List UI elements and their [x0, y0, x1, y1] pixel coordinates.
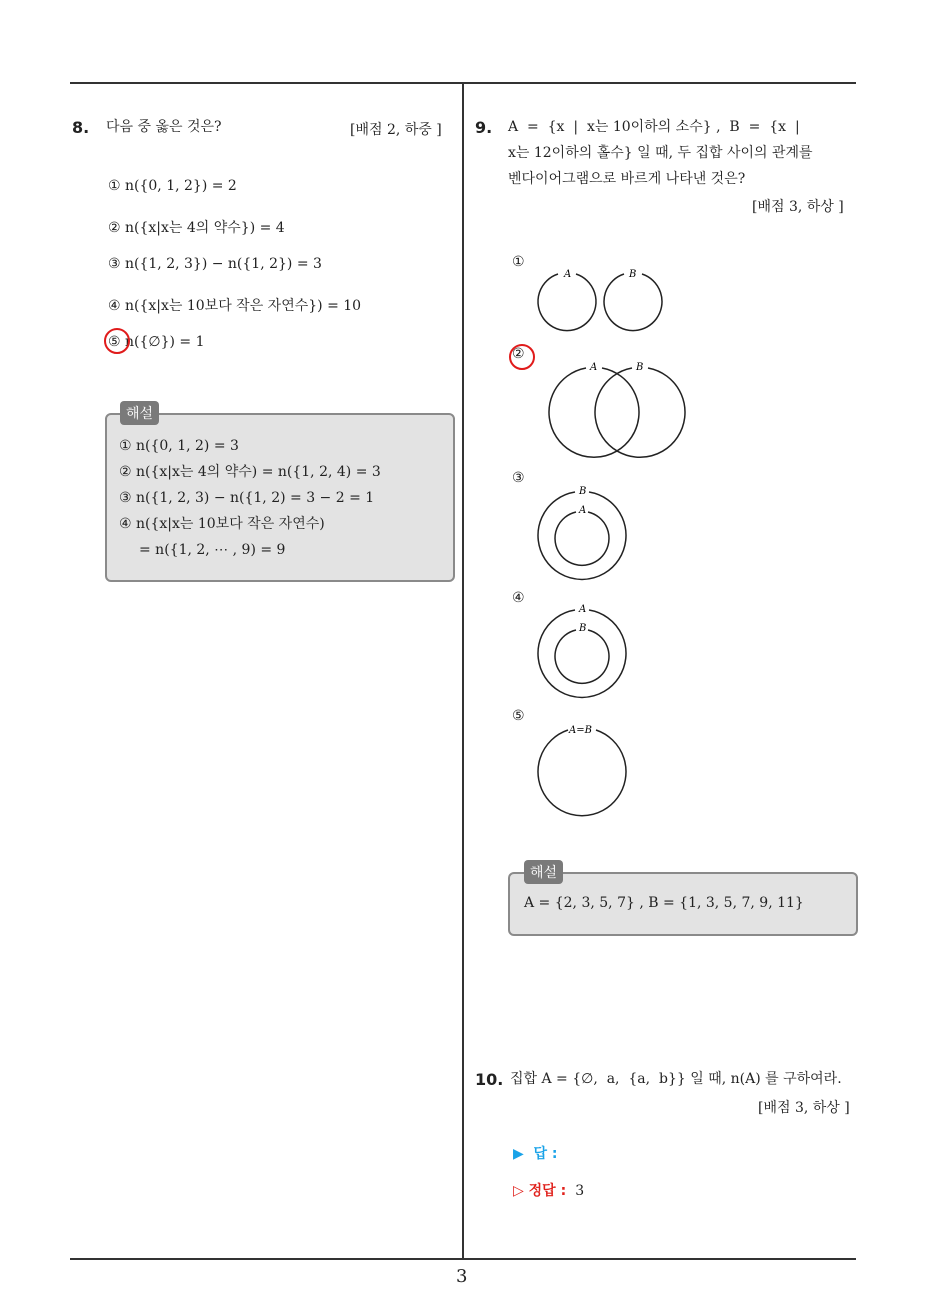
q8-option-2[interactable]: ② n({x|x는 4의 약수}) = 4	[108, 220, 285, 236]
q8-selected-mark-icon	[104, 328, 130, 354]
q9-question-line-1: A = {x | x는 10이하의 소수} , B = {x |	[508, 119, 800, 135]
venn-diagram-5	[532, 720, 636, 820]
q9-option-4[interactable]: ④	[512, 590, 525, 606]
venn-diagram-3	[532, 482, 636, 582]
venn-1-circle-a	[538, 274, 596, 331]
q10-number: 10.	[475, 1070, 504, 1089]
page-number: 3	[456, 1266, 468, 1287]
q9-explanation-line: A = {2, 3, 5, 7} , B = {1, 3, 5, 7, 9, 11}	[524, 895, 804, 911]
venn-3-label-inner: A	[579, 505, 587, 516]
venn-1-label-b: B	[629, 269, 637, 280]
q8-option-1[interactable]: ① n({0, 1, 2}) = 2	[108, 178, 237, 194]
venn-4-label-inner: B	[579, 623, 587, 634]
q10-correct-row	[513, 1180, 584, 1200]
q9-option-5[interactable]: ⑤	[512, 708, 525, 724]
q9-score: [배점 3, 하상 ]	[752, 199, 844, 215]
venn-diagram-4	[532, 600, 636, 700]
venn-5-label: A=B	[569, 725, 592, 736]
q9-explanation-tag: 해설	[524, 860, 563, 884]
q9-option-1[interactable]: ①	[512, 254, 525, 270]
venn-4-label-outer: A	[579, 604, 587, 615]
venn-2-circle-a	[549, 368, 639, 457]
q10-correct-value: 3	[575, 1183, 585, 1199]
venn-1-label-a: A	[564, 269, 572, 280]
venn-2-label-b: B	[636, 362, 644, 373]
q9-option-3[interactable]: ③	[512, 470, 525, 486]
q8-explanation-tag: 해설	[120, 401, 159, 425]
q8-number: 8.	[72, 118, 90, 137]
q10-correct-label: ▷ 정답 :	[513, 1183, 567, 1199]
q9-question-line-3: 벤다이어그램으로 바르게 나타낸 것은?	[508, 171, 746, 187]
q9-question-line-2: x는 12이하의 홀수} 일 때, 두 집합 사이의 관계를	[508, 145, 813, 161]
venn-2-label-a: A	[590, 362, 598, 373]
venn-2-circle-b	[595, 368, 685, 457]
venn-diagram-2	[540, 358, 690, 462]
venn-3-label-outer: B	[579, 486, 587, 497]
venn-1-circle-b	[604, 274, 662, 331]
q8-explanation-line-3: ③ n({1, 2, 3) − n({1, 2) = 3 − 2 = 1	[119, 490, 375, 506]
q9-selected-mark-icon	[509, 344, 535, 370]
q8-explanation-line-2: ② n({x|x는 4의 약수) = n({1, 2, 4) = 3	[119, 464, 381, 480]
q9-option-2[interactable]: ②	[512, 346, 525, 362]
venn-3-inner-circle	[555, 512, 609, 565]
q8-option-5[interactable]: ⑤ n({∅}) = 1	[108, 334, 205, 350]
column-divider	[462, 84, 464, 1260]
q8-option-4[interactable]: ④ n({x|x는 10보다 작은 자연수}) = 10	[108, 298, 362, 314]
q8-explanation-box	[105, 413, 455, 582]
q8-explanation-line-5: = n({1, 2, ⋯ , 9) = 9	[139, 542, 286, 558]
q10-score: [배점 3, 하상 ]	[758, 1100, 850, 1116]
q10-answer-label: ▶ 답 :	[513, 1146, 558, 1162]
q8-option-3[interactable]: ③ n({1, 2, 3}) − n({1, 2}) = 3	[108, 256, 322, 272]
q10-question: 집합 A = {∅, a, {a, b}} 일 때, n(A) 를 구하여라.	[510, 1071, 842, 1087]
q8-question: 다음 중 옳은 것은?	[106, 119, 222, 135]
q8-explanation-line-1: ① n({0, 1, 2) = 3	[119, 438, 239, 454]
venn-5-circle	[538, 730, 626, 816]
venn-diagram-1	[530, 262, 670, 338]
q8-score: [배점 2, 하중 ]	[350, 122, 442, 138]
q9-number: 9.	[475, 118, 493, 137]
venn-4-inner-circle	[555, 630, 609, 683]
bottom-rule	[70, 1258, 856, 1260]
q8-explanation-line-4: ④ n({x|x는 10보다 작은 자연수)	[119, 516, 325, 532]
